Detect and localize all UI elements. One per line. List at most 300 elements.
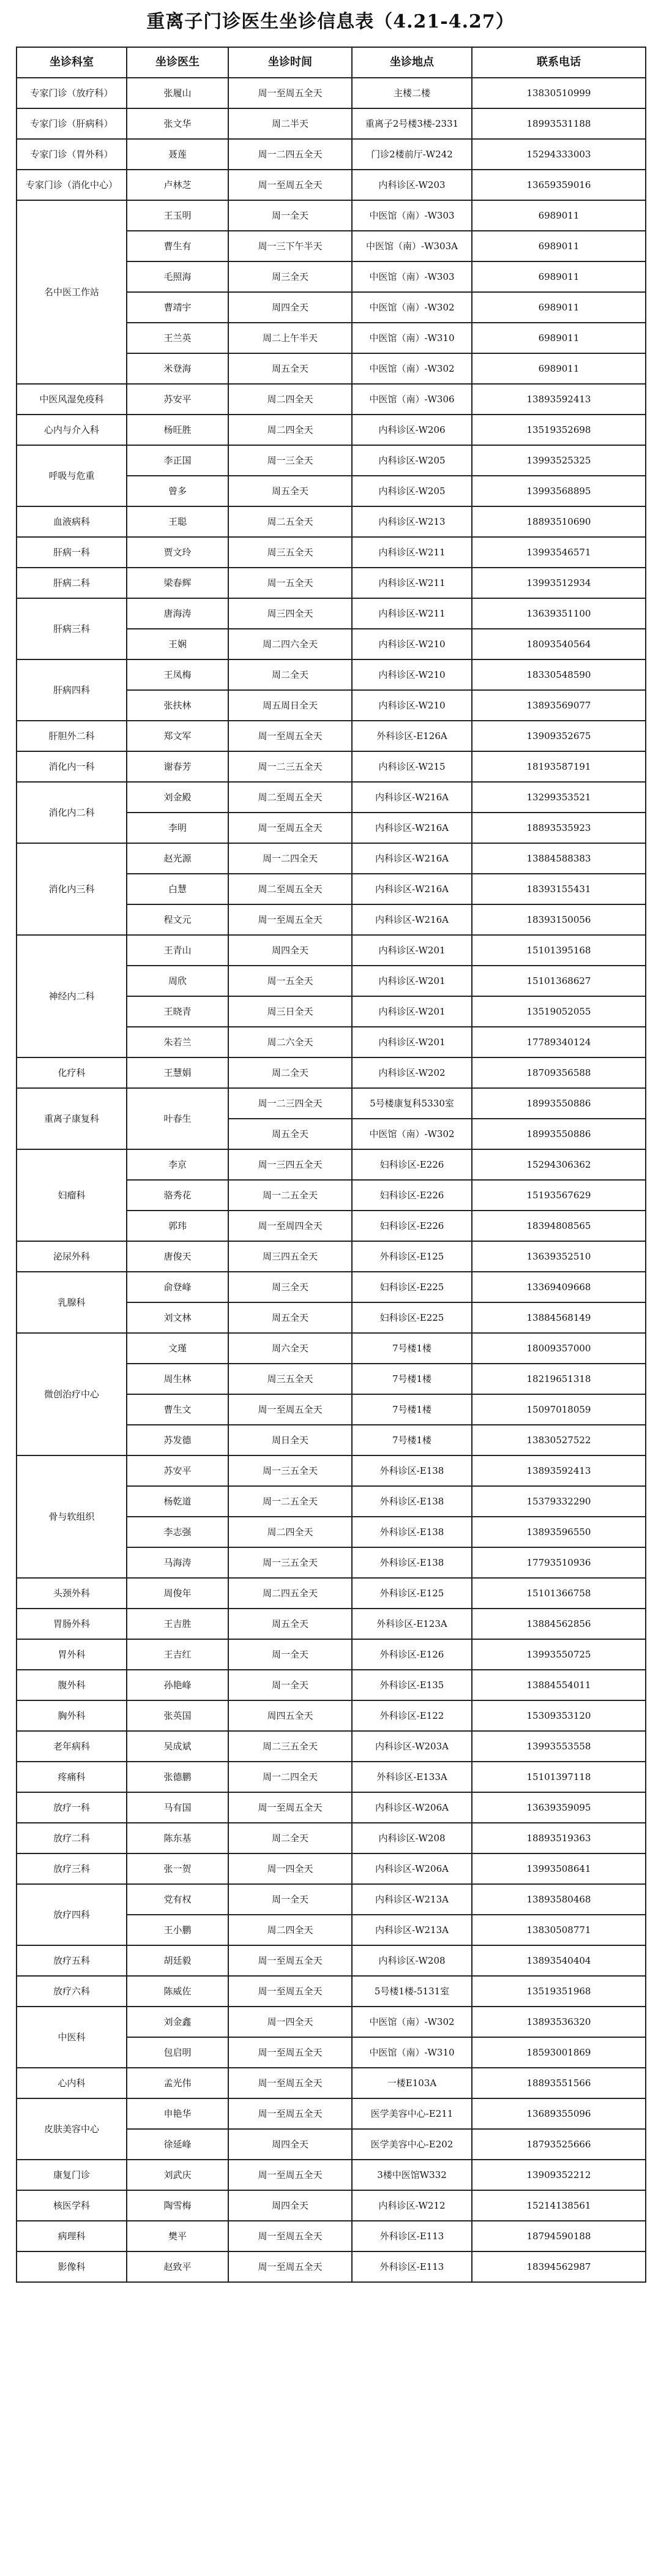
doctor-cell: 王聪 xyxy=(127,506,228,537)
table-row xyxy=(17,1884,646,1915)
time-cell: 周二三五全天 xyxy=(228,1731,352,1762)
phone-cell: 15101395168 xyxy=(472,935,646,966)
doctor-cell: 王小鹏 xyxy=(127,1915,228,1945)
doctor-cell: 张英国 xyxy=(127,1700,228,1731)
doctor-cell: 李志强 xyxy=(127,1517,228,1547)
time-cell: 周三四全天 xyxy=(228,598,352,629)
time-cell: 周一三四五全天 xyxy=(228,1149,352,1180)
time-cell: 周一至周五全天 xyxy=(228,2221,352,2251)
doctor-cell: 程文元 xyxy=(127,904,228,935)
doctor-cell: 孙艳峰 xyxy=(127,1670,228,1700)
table-row xyxy=(17,1762,646,1792)
doctor-cell: 王慧娟 xyxy=(127,1057,228,1088)
department-cell: 肝病一科 xyxy=(17,537,127,568)
time-cell: 周日全天 xyxy=(228,1425,352,1455)
time-cell: 周一二四全天 xyxy=(228,1762,352,1792)
time-cell: 周二半天 xyxy=(228,108,352,139)
time-cell: 周一五全天 xyxy=(228,568,352,598)
time-cell: 周一至周五全天 xyxy=(228,1976,352,2007)
phone-cell: 17789340124 xyxy=(472,1027,646,1057)
location-cell: 内科诊区-W203 xyxy=(352,170,472,200)
location-cell: 内科诊区-W203A xyxy=(352,1731,472,1762)
header-location: 坐诊地点 xyxy=(352,47,472,78)
phone-cell: 18093540564 xyxy=(472,629,646,659)
phone-cell: 18793525666 xyxy=(472,2129,646,2160)
department-cell: 血液病科 xyxy=(17,506,127,537)
time-cell: 周一全天 xyxy=(228,1670,352,1700)
department-cell: 专家门诊（肝病科） xyxy=(17,108,127,139)
phone-cell: 13639351100 xyxy=(472,598,646,629)
location-cell: 外科诊区-E122 xyxy=(352,1700,472,1731)
table-row xyxy=(17,659,646,690)
department-cell: 消化内二科 xyxy=(17,782,127,843)
department-cell: 专家门诊（放疗科） xyxy=(17,78,127,108)
doctor-cell: 曹生有 xyxy=(127,231,228,261)
phone-cell: 18993550886 xyxy=(472,1119,646,1149)
doctor-cell: 毛照海 xyxy=(127,261,228,292)
phone-cell: 6989011 xyxy=(472,261,646,292)
doctor-cell: 梁春辉 xyxy=(127,568,228,598)
doctor-cell: 王青山 xyxy=(127,935,228,966)
time-cell: 周一二三五全天 xyxy=(228,751,352,782)
doctor-cell: 刘金殿 xyxy=(127,782,228,813)
phone-cell: 13830510999 xyxy=(472,78,646,108)
table-row xyxy=(17,506,646,537)
phone-cell: 6989011 xyxy=(472,353,646,384)
location-cell: 内科诊区-W216A xyxy=(352,782,472,813)
table-row xyxy=(17,1945,646,1976)
location-cell: 妇科诊区-E226 xyxy=(352,1211,472,1241)
table-row xyxy=(17,1823,646,1853)
phone-cell: 13893596550 xyxy=(472,1517,646,1547)
header-phone: 联系电话 xyxy=(472,47,646,78)
phone-cell: 13893569077 xyxy=(472,690,646,721)
department-cell: 头颈外科 xyxy=(17,1578,127,1609)
phone-cell: 13299353521 xyxy=(472,782,646,813)
doctor-cell: 王凤梅 xyxy=(127,659,228,690)
doctor-cell: 曾多 xyxy=(127,476,228,506)
location-cell: 7号楼1楼 xyxy=(352,1394,472,1425)
location-cell: 内科诊区-W216A xyxy=(352,813,472,843)
doctor-cell: 申艳华 xyxy=(127,2098,228,2129)
doctor-cell: 王吉胜 xyxy=(127,1609,228,1639)
location-cell: 外科诊区-E113 xyxy=(352,2251,472,2282)
phone-cell: 18330548590 xyxy=(472,659,646,690)
doctor-cell: 郭玮 xyxy=(127,1211,228,1241)
department-cell: 老年病科 xyxy=(17,1731,127,1762)
location-cell: 中医馆（南）-W303 xyxy=(352,261,472,292)
department-cell: 神经内二科 xyxy=(17,935,127,1057)
doctor-cell: 赵光源 xyxy=(127,843,228,874)
time-cell: 周一二三四全天 xyxy=(228,1088,352,1119)
time-cell: 周一四全天 xyxy=(228,1853,352,1884)
location-cell: 内科诊区-W201 xyxy=(352,935,472,966)
time-cell: 周一二四全天 xyxy=(228,843,352,874)
table-row xyxy=(17,2160,646,2190)
time-cell: 周一三全天 xyxy=(228,445,352,476)
phone-cell: 13884554011 xyxy=(472,1670,646,1700)
location-cell: 7号楼1楼 xyxy=(352,1425,472,1455)
table-row xyxy=(17,751,646,782)
table-row xyxy=(17,445,646,476)
location-cell: 外科诊区-E126A xyxy=(352,721,472,751)
doctor-cell: 周俊年 xyxy=(127,1578,228,1609)
table-row xyxy=(17,568,646,598)
doctor-cell: 陶雪梅 xyxy=(127,2190,228,2221)
time-cell: 周二全天 xyxy=(228,659,352,690)
phone-cell: 17793510936 xyxy=(472,1547,646,1578)
location-cell: 内科诊区-W212 xyxy=(352,2190,472,2221)
location-cell: 内科诊区-W208 xyxy=(352,1945,472,1976)
location-cell: 内科诊区-W201 xyxy=(352,1027,472,1057)
location-cell: 5号楼1楼-5131室 xyxy=(352,1976,472,2007)
department-cell: 放疗一科 xyxy=(17,1792,127,1823)
table-row xyxy=(17,1976,646,2007)
phone-cell: 13993525325 xyxy=(472,445,646,476)
doctor-cell: 刘文林 xyxy=(127,1302,228,1333)
table-row xyxy=(17,843,646,874)
phone-cell: 13993568895 xyxy=(472,476,646,506)
department-cell: 消化内一科 xyxy=(17,751,127,782)
time-cell: 周一至周五全天 xyxy=(228,2160,352,2190)
location-cell: 内科诊区-W211 xyxy=(352,598,472,629)
time-cell: 周二上午半天 xyxy=(228,323,352,353)
time-cell: 周二至周五全天 xyxy=(228,874,352,904)
table-row xyxy=(17,1853,646,1884)
doctor-cell: 苏安平 xyxy=(127,1455,228,1486)
location-cell: 外科诊区-E123A xyxy=(352,1609,472,1639)
phone-cell: 18394562987 xyxy=(472,2251,646,2282)
doctor-cell: 王晓青 xyxy=(127,996,228,1027)
time-cell: 周一至周五全天 xyxy=(228,721,352,751)
time-cell: 周一至周五全天 xyxy=(228,1945,352,1976)
doctor-cell: 王兰英 xyxy=(127,323,228,353)
table-row xyxy=(17,1700,646,1731)
phone-cell: 15379332290 xyxy=(472,1486,646,1517)
table-row xyxy=(17,2251,646,2282)
location-cell: 内科诊区-W201 xyxy=(352,966,472,996)
phone-cell: 13893536320 xyxy=(472,2007,646,2037)
time-cell: 周一全天 xyxy=(228,1639,352,1670)
location-cell: 中医馆（南）-W302 xyxy=(352,1119,472,1149)
phone-cell: 13369409668 xyxy=(472,1272,646,1302)
location-cell: 内科诊区-W210 xyxy=(352,690,472,721)
location-cell: 内科诊区-W216A xyxy=(352,874,472,904)
department-cell: 乳腺科 xyxy=(17,1272,127,1333)
department-cell: 核医学科 xyxy=(17,2190,127,2221)
location-cell: 重离子2号楼3楼-2331 xyxy=(352,108,472,139)
department-cell: 病理科 xyxy=(17,2221,127,2251)
table-row xyxy=(17,1333,646,1364)
phone-cell: 13519351968 xyxy=(472,1976,646,2007)
location-cell: 内科诊区-W208 xyxy=(352,1823,472,1853)
table-row xyxy=(17,170,646,200)
table-row xyxy=(17,935,646,966)
doctor-cell: 赵致平 xyxy=(127,2251,228,2282)
table-row xyxy=(17,2221,646,2251)
time-cell: 周四全天 xyxy=(228,935,352,966)
location-cell: 外科诊区-E138 xyxy=(352,1517,472,1547)
time-cell: 周一至周五全天 xyxy=(228,2098,352,2129)
table-row xyxy=(17,415,646,445)
schedule-body xyxy=(17,78,646,2282)
department-cell: 泌尿外科 xyxy=(17,1241,127,1272)
location-cell: 内科诊区-W205 xyxy=(352,445,472,476)
phone-cell: 15193567629 xyxy=(472,1180,646,1211)
doctor-cell: 李正国 xyxy=(127,445,228,476)
doctor-cell: 吴成斌 xyxy=(127,1731,228,1762)
doctor-cell: 孟光伟 xyxy=(127,2068,228,2098)
doctor-cell: 陈东基 xyxy=(127,1823,228,1853)
phone-cell: 6989011 xyxy=(472,231,646,261)
time-cell: 周二四六全天 xyxy=(228,629,352,659)
time-cell: 周一至周五全天 xyxy=(228,2068,352,2098)
department-cell: 康复门诊 xyxy=(17,2160,127,2190)
phone-cell: 18993550886 xyxy=(472,1088,646,1119)
doctor-cell: 苏发德 xyxy=(127,1425,228,1455)
location-cell: 一楼E103A xyxy=(352,2068,472,2098)
phone-cell: 13689355096 xyxy=(472,2098,646,2129)
phone-cell: 13909352675 xyxy=(472,721,646,751)
table-row xyxy=(17,384,646,415)
location-cell: 内科诊区-W215 xyxy=(352,751,472,782)
doctor-cell: 杨乾道 xyxy=(127,1486,228,1517)
time-cell: 周四五全天 xyxy=(228,1700,352,1731)
department-cell: 中医风湿免疫科 xyxy=(17,384,127,415)
time-cell: 周一二五全天 xyxy=(228,1486,352,1517)
header-row xyxy=(17,47,646,78)
time-cell: 周二全天 xyxy=(228,1823,352,1853)
doctor-cell: 陈威佐 xyxy=(127,1976,228,2007)
doctor-cell: 聂莲 xyxy=(127,139,228,170)
location-cell: 外科诊区-E138 xyxy=(352,1455,472,1486)
doctor-cell: 党有权 xyxy=(127,1884,228,1915)
department-cell: 重离子康复科 xyxy=(17,1088,127,1149)
doctor-cell: 王玉明 xyxy=(127,200,228,231)
location-cell: 中医馆（南）-W302 xyxy=(352,292,472,323)
time-cell: 周一至周五全天 xyxy=(228,904,352,935)
time-cell: 周一全天 xyxy=(228,1884,352,1915)
department-cell: 影像科 xyxy=(17,2251,127,2282)
doctor-cell: 王吉红 xyxy=(127,1639,228,1670)
doctor-cell: 刘金鑫 xyxy=(127,2007,228,2037)
location-cell: 外科诊区-E138 xyxy=(352,1547,472,1578)
doctor-cell: 张履山 xyxy=(127,78,228,108)
phone-cell: 13639359095 xyxy=(472,1792,646,1823)
department-cell: 名中医工作站 xyxy=(17,200,127,384)
time-cell: 周二四全天 xyxy=(228,415,352,445)
location-cell: 中医馆（南）-W310 xyxy=(352,2037,472,2068)
doctor-cell: 李京 xyxy=(127,1149,228,1180)
time-cell: 周三五全天 xyxy=(228,537,352,568)
location-cell: 内科诊区-W213 xyxy=(352,506,472,537)
table-row xyxy=(17,1639,646,1670)
phone-cell: 13884568149 xyxy=(472,1302,646,1333)
location-cell: 医学美容中心-E202 xyxy=(352,2129,472,2160)
phone-cell: 13830527522 xyxy=(472,1425,646,1455)
schedule-table xyxy=(16,47,646,2283)
doctor-cell: 张一贺 xyxy=(127,1853,228,1884)
department-cell: 呼吸与危重 xyxy=(17,445,127,506)
location-cell: 外科诊区-E138 xyxy=(352,1486,472,1517)
department-cell: 疼痛科 xyxy=(17,1762,127,1792)
location-cell: 内科诊区-W213A xyxy=(352,1915,472,1945)
phone-cell: 13519052055 xyxy=(472,996,646,1027)
doctor-cell: 樊平 xyxy=(127,2221,228,2251)
phone-cell: 18893535923 xyxy=(472,813,646,843)
doctor-cell: 郑文军 xyxy=(127,721,228,751)
time-cell: 周五全天 xyxy=(228,476,352,506)
table-row xyxy=(17,782,646,813)
doctor-cell: 白慧 xyxy=(127,874,228,904)
location-cell: 外科诊区-E113 xyxy=(352,2221,472,2251)
phone-cell: 18394808565 xyxy=(472,1211,646,1241)
time-cell: 周一全天 xyxy=(228,200,352,231)
doctor-cell: 唐俊天 xyxy=(127,1241,228,1272)
time-cell: 周一二五全天 xyxy=(228,1180,352,1211)
location-cell: 中医馆（南）-W303A xyxy=(352,231,472,261)
time-cell: 周三全天 xyxy=(228,1272,352,1302)
time-cell: 周一至周五全天 xyxy=(228,2251,352,2282)
table-row xyxy=(17,139,646,170)
location-cell: 外科诊区-E133A xyxy=(352,1762,472,1792)
table-row xyxy=(17,1731,646,1762)
department-cell: 心内科 xyxy=(17,2068,127,2098)
doctor-cell: 胡廷毅 xyxy=(127,1945,228,1976)
doctor-cell: 曹生文 xyxy=(127,1394,228,1425)
phone-cell: 13993546571 xyxy=(472,537,646,568)
time-cell: 周二六全天 xyxy=(228,1027,352,1057)
table-row xyxy=(17,1149,646,1180)
doctor-cell: 周生林 xyxy=(127,1364,228,1394)
phone-cell: 13993512934 xyxy=(472,568,646,598)
phone-cell: 15294306362 xyxy=(472,1149,646,1180)
location-cell: 医学美容中心-E211 xyxy=(352,2098,472,2129)
time-cell: 周一至周五全天 xyxy=(228,1792,352,1823)
table-row xyxy=(17,2068,646,2098)
table-row xyxy=(17,200,646,231)
location-cell: 中医馆（南）-W302 xyxy=(352,353,472,384)
location-cell: 妇科诊区-E226 xyxy=(352,1149,472,1180)
time-cell: 周五全天 xyxy=(228,1302,352,1333)
phone-cell: 18393150056 xyxy=(472,904,646,935)
department-cell: 胃肠外科 xyxy=(17,1609,127,1639)
time-cell: 周一四全天 xyxy=(228,2007,352,2037)
location-cell: 内科诊区-W211 xyxy=(352,537,472,568)
phone-cell: 18393155431 xyxy=(472,874,646,904)
phone-cell: 13993553558 xyxy=(472,1731,646,1762)
table-row xyxy=(17,1609,646,1639)
table-row xyxy=(17,1455,646,1486)
location-cell: 妇科诊区-E225 xyxy=(352,1272,472,1302)
doctor-cell: 文瑾 xyxy=(127,1333,228,1364)
phone-cell: 15101397118 xyxy=(472,1762,646,1792)
header-department: 坐诊科室 xyxy=(17,47,127,78)
location-cell: 内科诊区-W216A xyxy=(352,904,472,935)
department-cell: 化疗科 xyxy=(17,1057,127,1088)
phone-cell: 13893580468 xyxy=(472,1884,646,1915)
phone-cell: 18219651318 xyxy=(472,1364,646,1394)
department-cell: 肝病四科 xyxy=(17,659,127,721)
header-time: 坐诊时间 xyxy=(228,47,352,78)
time-cell: 周二四五全天 xyxy=(228,1578,352,1609)
location-cell: 主楼二楼 xyxy=(352,78,472,108)
time-cell: 周二四全天 xyxy=(228,1915,352,1945)
phone-cell: 18009357000 xyxy=(472,1333,646,1364)
time-cell: 周五全天 xyxy=(228,1609,352,1639)
table-row xyxy=(17,1088,646,1119)
time-cell: 周一至周五全天 xyxy=(228,78,352,108)
table-row xyxy=(17,2007,646,2037)
time-cell: 周五周日全天 xyxy=(228,690,352,721)
department-cell: 妇瘤科 xyxy=(17,1149,127,1241)
doctor-cell: 马有国 xyxy=(127,1792,228,1823)
phone-cell: 18893519363 xyxy=(472,1823,646,1853)
location-cell: 中医馆（南）-W306 xyxy=(352,384,472,415)
time-cell: 周一五全天 xyxy=(228,966,352,996)
phone-cell: 6989011 xyxy=(472,292,646,323)
location-cell: 门诊2楼前厅-W242 xyxy=(352,139,472,170)
department-cell: 专家门诊（胃外科） xyxy=(17,139,127,170)
department-cell: 胸外科 xyxy=(17,1700,127,1731)
location-cell: 内科诊区-W210 xyxy=(352,629,472,659)
table-row xyxy=(17,1578,646,1609)
time-cell: 周二五全天 xyxy=(228,506,352,537)
phone-cell: 15097018059 xyxy=(472,1394,646,1425)
time-cell: 周五全天 xyxy=(228,1119,352,1149)
location-cell: 5号楼康复科5330室 xyxy=(352,1088,472,1119)
department-cell: 胃外科 xyxy=(17,1639,127,1670)
phone-cell: 6989011 xyxy=(472,200,646,231)
department-cell: 放疗三科 xyxy=(17,1853,127,1884)
time-cell: 周二四全天 xyxy=(228,1517,352,1547)
time-cell: 周一至周五全天 xyxy=(228,813,352,843)
doctor-cell: 俞登峰 xyxy=(127,1272,228,1302)
doctor-cell: 包启明 xyxy=(127,2037,228,2068)
table-row xyxy=(17,598,646,629)
location-cell: 内科诊区-W216A xyxy=(352,843,472,874)
doctor-cell: 张德鹏 xyxy=(127,1762,228,1792)
phone-cell: 13893592413 xyxy=(472,1455,646,1486)
location-cell: 内科诊区-W210 xyxy=(352,659,472,690)
location-cell: 中医馆（南）-W310 xyxy=(352,323,472,353)
doctor-cell: 苏安平 xyxy=(127,384,228,415)
location-cell: 中医馆（南）-W303 xyxy=(352,200,472,231)
department-cell: 中医科 xyxy=(17,2007,127,2068)
time-cell: 周一二四五全天 xyxy=(228,139,352,170)
time-cell: 周二至周五全天 xyxy=(228,782,352,813)
doctor-cell: 卢林芝 xyxy=(127,170,228,200)
phone-cell: 15101368627 xyxy=(472,966,646,996)
phone-cell: 18893551566 xyxy=(472,2068,646,2098)
phone-cell: 15309353120 xyxy=(472,1700,646,1731)
doctor-cell: 米登海 xyxy=(127,353,228,384)
doctor-cell: 曹靖宇 xyxy=(127,292,228,323)
department-cell: 腹外科 xyxy=(17,1670,127,1700)
phone-cell: 13830508771 xyxy=(472,1915,646,1945)
time-cell: 周四全天 xyxy=(228,2190,352,2221)
location-cell: 内科诊区-W213A xyxy=(352,1884,472,1915)
phone-cell: 13639352510 xyxy=(472,1241,646,1272)
location-cell: 内科诊区-W201 xyxy=(352,996,472,1027)
phone-cell: 13659359016 xyxy=(472,170,646,200)
phone-cell: 13893592413 xyxy=(472,384,646,415)
phone-cell: 18709356588 xyxy=(472,1057,646,1088)
phone-cell: 13519352698 xyxy=(472,415,646,445)
phone-cell: 18993531188 xyxy=(472,108,646,139)
phone-cell: 15214138561 xyxy=(472,2190,646,2221)
phone-cell: 13893540404 xyxy=(472,1945,646,1976)
